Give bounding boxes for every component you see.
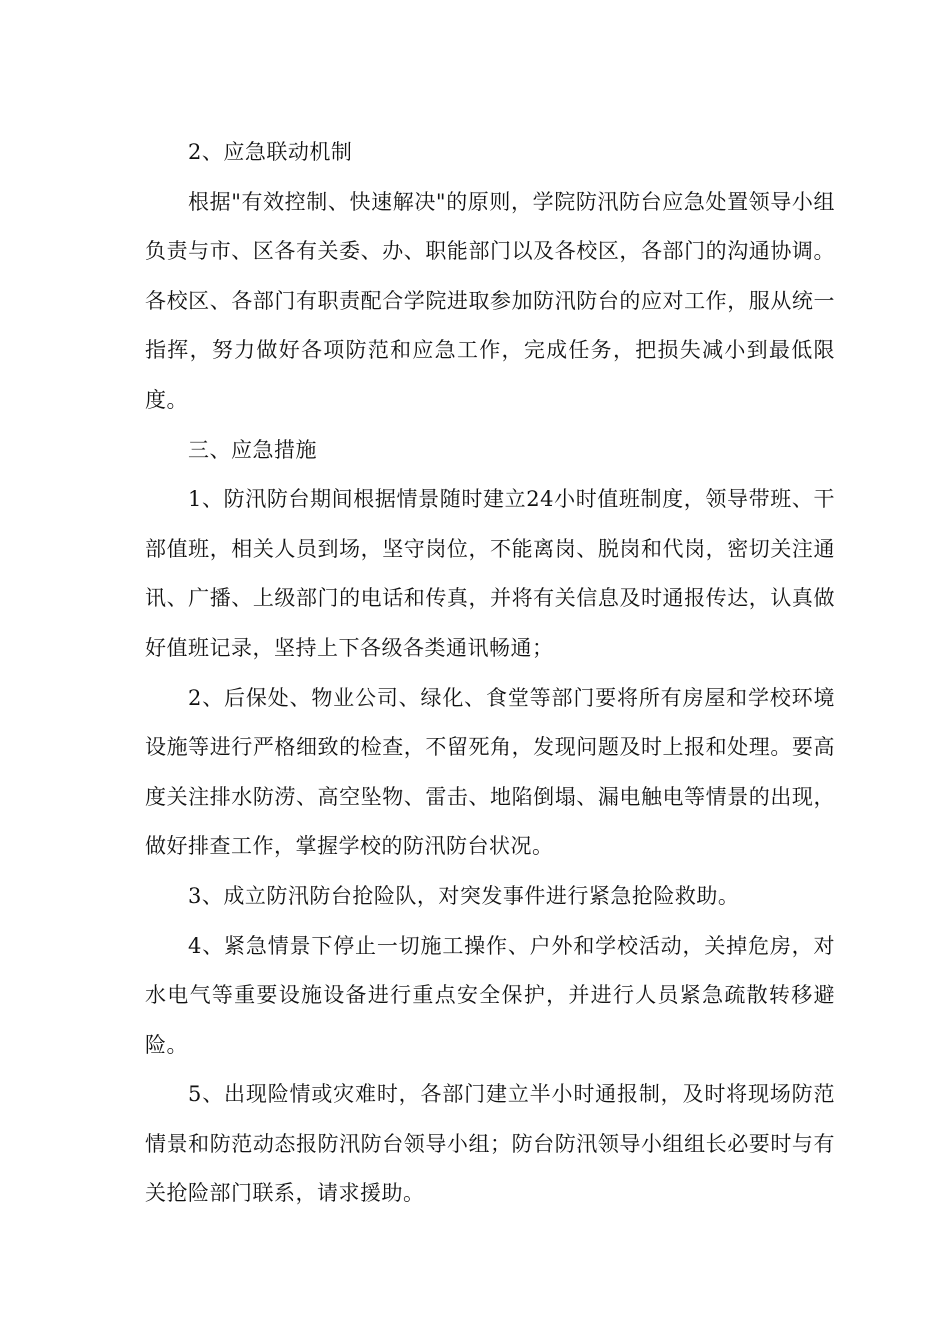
section-heading-linkage: 2、应急联动机制 (188, 140, 353, 164)
paragraph-measure-1: 1、防汛防台期间根据情景随时建立24小时值班制度，领导带班、干部值班，相关人员到场，坚守岗位，不能离岗、脱岗和代岗，密切关注通讯、广播、上级部门的电话和传真，并将有关信息及时通报传达，认真做好值班记录，坚持上下各级各类通讯畅通； (145, 487, 835, 660)
paragraph-measure-2: 2、后保处、物业公司、绿化、食堂等部门要将所有房屋和学校环境设施等进行严格细致的检查，不留死角，发现问题及时上报和处理。要高度关注排水防涝、高空坠物、雷击、地陷倒塌、漏电触电等情景的出现，做好排查工作，掌握学校的防汛防台状况。 (145, 685, 835, 859)
paragraph-linkage-mechanism: 根据"有效控制、快速解决"的原则，学院防汛防台应急处置领导小组负责与市、区各有关委、办、职能部门以及各校区，各部门的沟通协调。各校区、各部门有职责配合学院进取参加防汛防台的应对工作，服从统一指挥，努力做好各项防范和应急工作，完成任务，把损失减小到最低限度。 (145, 189, 835, 412)
document-body (145, 128, 835, 1219)
paragraph-measure-3: 3、成立防汛防台抢险队，对突发事件进行紧急抢险救助。 (188, 883, 740, 908)
section-heading-emergency-measures: 三、应急措施 (188, 437, 317, 462)
paragraph-measure-5: 5、出现险情或灾难时，各部门建立半小时通报制，及时将现场防范情景和防范动态报防汛防台领导小组；防台防汛领导小组组长必要时与有关抢险部门联系，请求援助。 (145, 1082, 835, 1206)
paragraph-measure-4: 4、紧急情景下停止一切施工操作、户外和学校活动，关掉危房，对水电气等重要设施设备进行重点安全保护，并进行人员紧急疏散转移避险。 (145, 933, 835, 1057)
